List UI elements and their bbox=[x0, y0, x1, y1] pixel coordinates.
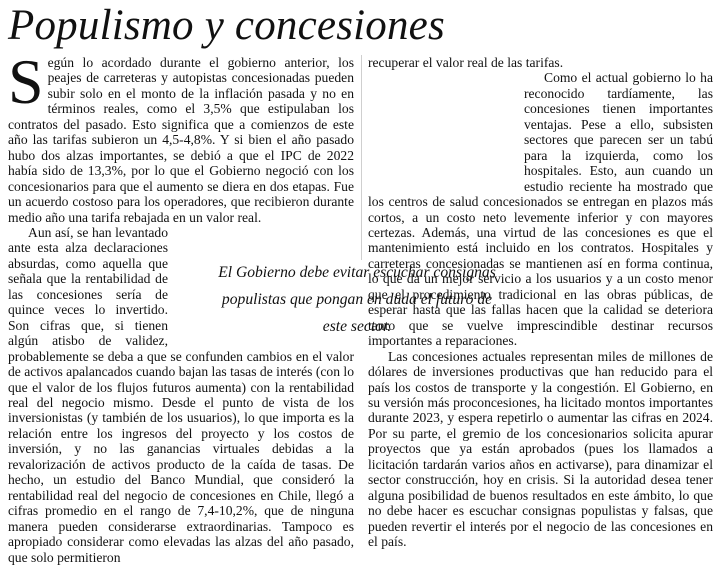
pull-quote-space bbox=[368, 78, 524, 186]
pull-quote: El Gobierno debe evitar escuchar consignas populistas que pongan en duda el futuro de este sector. bbox=[218, 264, 496, 335]
drop-cap: S bbox=[8, 46, 44, 117]
article-paragraph: recuperar el valor real de las tarifas. bbox=[368, 55, 564, 70]
article-paragraph bbox=[8, 46, 354, 225]
article-paragraph: Las concesiones actuales representan miles de millones de dólares de inversiones productivas que han reducido para el país los costos de transporte y la congestión. El Gobierno, en su versión más proconcesiones, ha licitado montos importantes durante 2023, y espera repetirlo o aumentar las cifras en 2024. Por su parte, el gremio de los concesionarios solicita apurar proyectos que ya están aprobados (pues los llamados a licitación tardarán varios años en activarse), para dinamizar el sector construcción, hoy en crisis. Si la autoridad desea tener alguna posibilidad de buenos resultados en este ámbito, lo que no debe hacer es escuchar consignas populistas y falsas, que pueden revertir el interés por el negocio de las concesiones en el país. bbox=[368, 348, 713, 550]
column-divider bbox=[361, 55, 362, 260]
paragraph-text: Como el actual gobierno lo ha reconocido tardíamente, las concesiones tienen importantes ventajas. Pese a ello, subsisten sectores que parecen ser un tabú para la izquierda, como los hospitales. Esto, aun cuando un estudio reciente ha mostrado que los centros de salud concesionados se entregan en plazos más cortos, a un costo neto levemente inferior y con mayores certezas. Además, una virtud de las concesiones es que el mantenimiento está incluido en los contratos. Hospitales y carreteras concesionadas se mantienen así en forma continua, lo que da un mejor servicio a los usuarios y a un costo menor que el procedimiento tradicional en las obras públicas, de esperar hasta que las fallas hacen que la calidad se deteriora tanto que se vuelve imprescindible destinar recursos importantes a reparaciones. bbox=[368, 70, 713, 349]
paragraph-text: egún lo acordado durante el gobierno anterior, los peajes de carreteras y autopistas concesionadas pueden subir solo en el monto de la inflación pasada y no en términos reales, como el 3,5% que estipulaban los contratos del pasado. Esto significa que a comienzos de este año las tarifas subieron un 4,5-4,8%. Y si bien el año pasado hubo dos alzas importantes, se debió a que el IPC de 2022 había sido de 13,3%, por lo que el Gobierno negoció con los concesionarios para que el aumento se diera en dos etapas. Fue un acuerdo costoso para los operadores, que recibieron durante medio año una tarifa rebajada en un valor real. bbox=[8, 55, 354, 225]
paragraph-text: Aun así, se han levantado ante esta alza declaraciones absurdas, como aquella que señala que la rentabilidad de las concesiones sería de quince veces lo invertido. Son cifras que, si tienen algún atisbo de validez, probablemente se deba a que se confunden cambios en el valor de activos apalancados cuando bajan las tasas de interés (con lo que el valor de los flujos futuros aumenta) con la rentabilidad real del negocio mismo. Desde el punto de vista de los inversionistas (y también de los usuarios), lo que importa es la relación entre los ingresos del proyecto y los costos de inversión, y no las ganancias virtuales debidas a la revalorización de activos producto de la caída de tasas. De hecho, un estudio del Banco Mundial, que consideró la rentabilidad real del negocio de concesiones en Chile, llegó a cifras promedio en el rango de 7,4-10,2%, que de ninguna manera pueden considerarse extraordinarias. Tampoco es apropiado considerar como elevadas las alzas del año pasado, que solo permitieron bbox=[8, 224, 354, 565]
article-headline: Populismo y concesiones bbox=[8, 2, 445, 49]
